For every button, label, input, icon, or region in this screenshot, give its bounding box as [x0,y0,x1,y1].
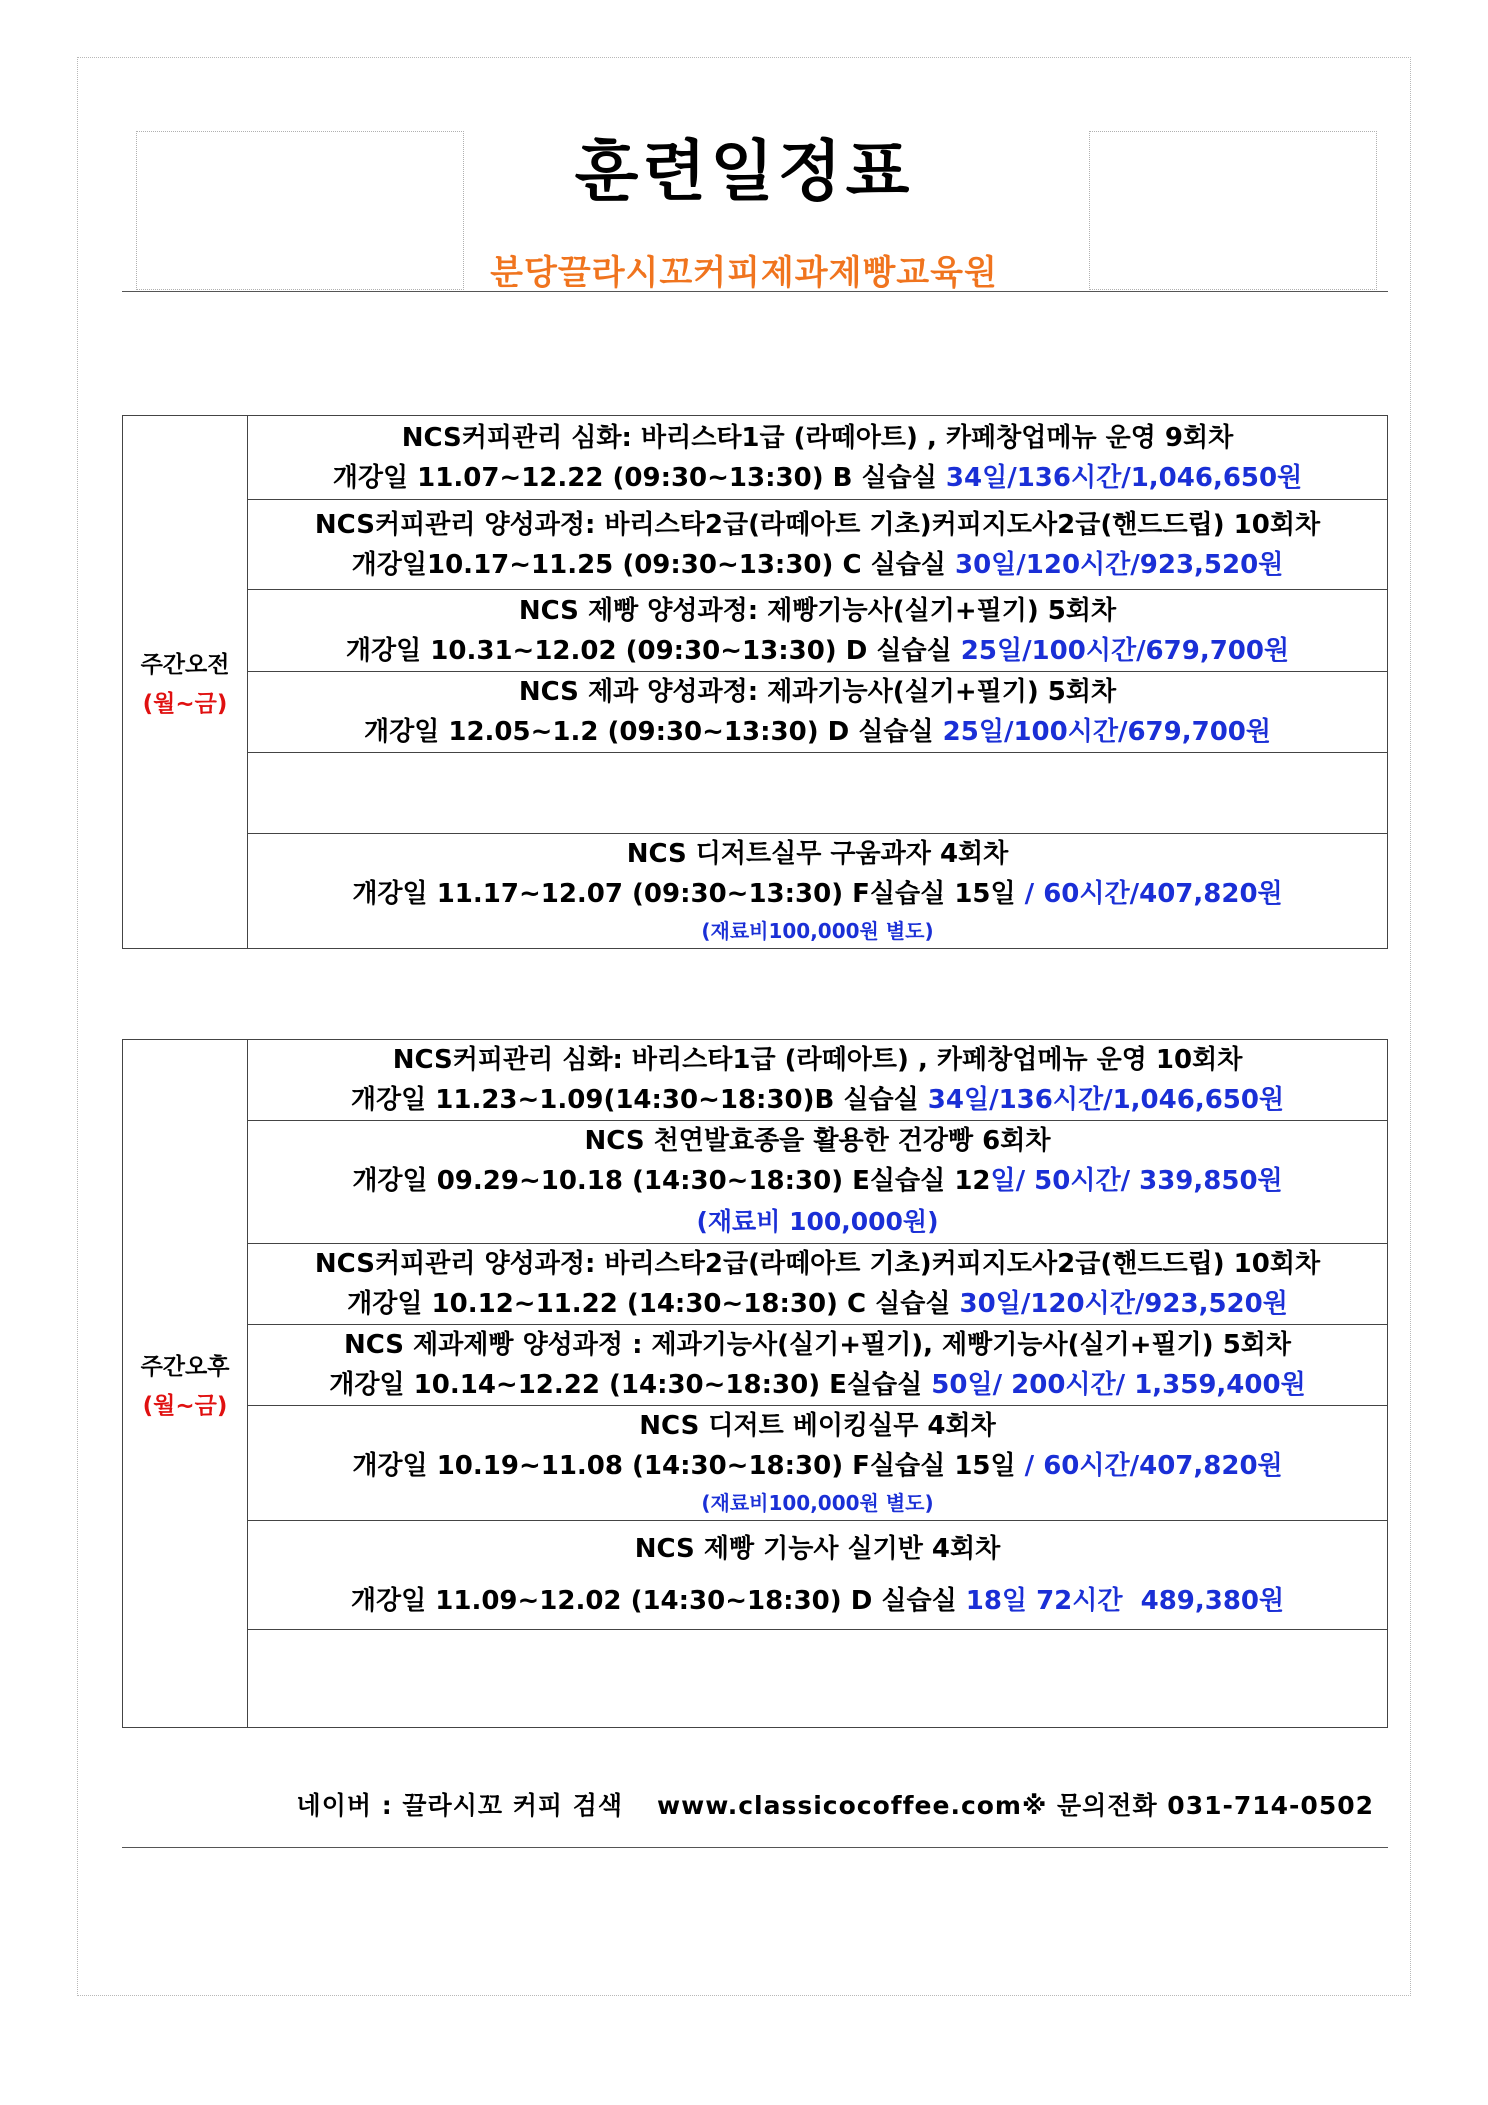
course-title: NCS커피관리 양성과정: 바리스타2급(라떼아트 기초)커피지도사2급(핸드드립) 10회차 [314,1249,1321,1279]
empty-row [248,753,1388,834]
course-title: NCS커피관리 심화: 바리스타1급 (라떼아트) , 카페창업메뉴 운영 10회차 [392,1045,1243,1075]
website-and-phone[interactable]: www.classicocoffee.com※ 문의전화 031-714-0502 [657,1791,1374,1820]
course-row [248,1121,1388,1244]
footer-divider [122,1847,1388,1848]
course-price: 50일/ 200시간/ 1,359,400원 [931,1370,1306,1400]
course-schedule [248,458,1387,498]
session-days: (월~금) [142,691,228,717]
course-row [248,1521,1388,1630]
course-title: NCS 디저트실무 구움과자 4회차 [626,839,1009,869]
course-dates: 개강일 10.14~12.22 (14:30~18:30) E실습실 [329,1370,932,1400]
course-title: NCS 제과제빵 양성과정 : 제과기능사(실기+필기), 제빵기능사(실기+필기) 5회차 [343,1330,1292,1360]
course-row [248,672,1388,753]
course-row [248,1244,1388,1325]
session-name: 주간오전 [140,652,230,678]
course-title: NCS 제빵 기능사 실기반 4회차 [634,1534,1001,1564]
course-price: 30일/120시간/923,520원 [954,549,1284,580]
course-schedule [248,1161,1387,1201]
material-fee-note: (재료비100,000원 별도) [701,919,934,943]
course-dates: 개강일 11.23~1.09(14:30~18:30)B 실습실 [350,1085,928,1115]
course-price: / 60시간/407,820원 [1024,879,1283,909]
course-dates: 개강일 11.07~12.22 (09:30~13:30) B 실습실 [332,462,946,493]
course-schedule [248,874,1387,914]
morning-session-label [123,416,248,949]
course-schedule [248,545,1387,585]
course-price: 25일/100시간/679,700원 [960,635,1290,666]
morning-schedule-table [122,415,1388,949]
course-title: NCS 제빵 양성과정: 제빵기능사(실기+필기) 5회차 [518,595,1117,626]
course-dates: 개강일 09.29~10.18 (14:30~18:30) E실습실 12 [352,1166,991,1196]
contact-footer [0,1786,1374,1822]
course-schedule [248,631,1387,671]
course-dates: 개강일 12.05~1.2 (09:30~13:30) D 실습실 [363,717,943,747]
course-price: 25일/100시간/679,700원 [942,717,1272,747]
course-dates: 개강일 10.19~11.08 (14:30~18:30) F실습실 15일 [352,1451,1025,1481]
course-schedule [248,1365,1387,1405]
afternoon-schedule-table [122,1039,1388,1728]
course-price: / 60시간/407,820원 [1024,1451,1283,1481]
course-schedule [248,712,1387,752]
course-schedule [248,1080,1387,1120]
session-days: (월~금) [142,1392,228,1419]
header-divider [122,291,1388,292]
course-dates: 개강일10.17~11.25 (09:30~13:30) C 실습실 [351,549,955,580]
course-title: NCS 제과 양성과정: 제과기능사(실기+필기) 5회차 [518,677,1117,707]
course-row [248,416,1388,500]
course-row [248,834,1388,949]
course-dates: 개강일 11.17~12.07 (09:30~13:30) F실습실 15일 [352,879,1025,909]
material-fee-note: (재료비100,000원 별도) [701,1491,934,1515]
course-row [248,1406,1388,1521]
page-title: 훈련일정표 [574,133,914,210]
course-title: NCS 디저트 베이킹실무 4회차 [639,1411,996,1441]
course-price: 18일 72시간 489,380원 [965,1586,1285,1616]
course-title: NCS 천연발효종을 활용한 건강빵 6회차 [584,1126,1051,1156]
course-row [248,590,1388,672]
course-dates: 개강일 10.31~12.02 (09:30~13:30) D 실습실 [345,635,961,666]
course-price: 30일/120시간/923,520원 [959,1289,1288,1319]
course-schedule [248,1446,1387,1486]
course-title: NCS커피관리 심화: 바리스타1급 (라떼아트) , 카페창업메뉴 운영 9회차 [401,422,1234,453]
empty-row [248,1630,1388,1728]
material-fee-note: (재료비 100,000원) [696,1207,939,1236]
academy-name: 분당끌라시꼬커피제과제빵교육원 [490,253,998,293]
course-dates: 개강일 10.12~11.22 (14:30~18:30) C 실습실 [347,1289,960,1319]
course-price: 34일/136시간/1,046,650원 [927,1085,1285,1115]
course-row [248,500,1388,590]
course-row [248,1325,1388,1406]
course-price: 일/ 50시간/ 339,850원 [990,1166,1283,1196]
course-row [248,1040,1388,1121]
course-dates: 개강일 11.09~12.02 (14:30~18:30) D 실습실 [350,1586,966,1616]
course-price: 34일/136시간/1,046,650원 [945,462,1303,493]
afternoon-session-label [123,1040,248,1728]
naver-search-hint: 네이버 : 끌라시꼬 커피 검색 [296,1791,624,1820]
course-schedule [248,1575,1387,1627]
course-schedule [248,1284,1387,1324]
session-name: 주간오후 [140,1353,230,1380]
course-title: NCS커피관리 양성과정: 바리스타2급(라떼아트 기초)커피지도사2급(핸드드립) 10회차 [314,509,1321,540]
